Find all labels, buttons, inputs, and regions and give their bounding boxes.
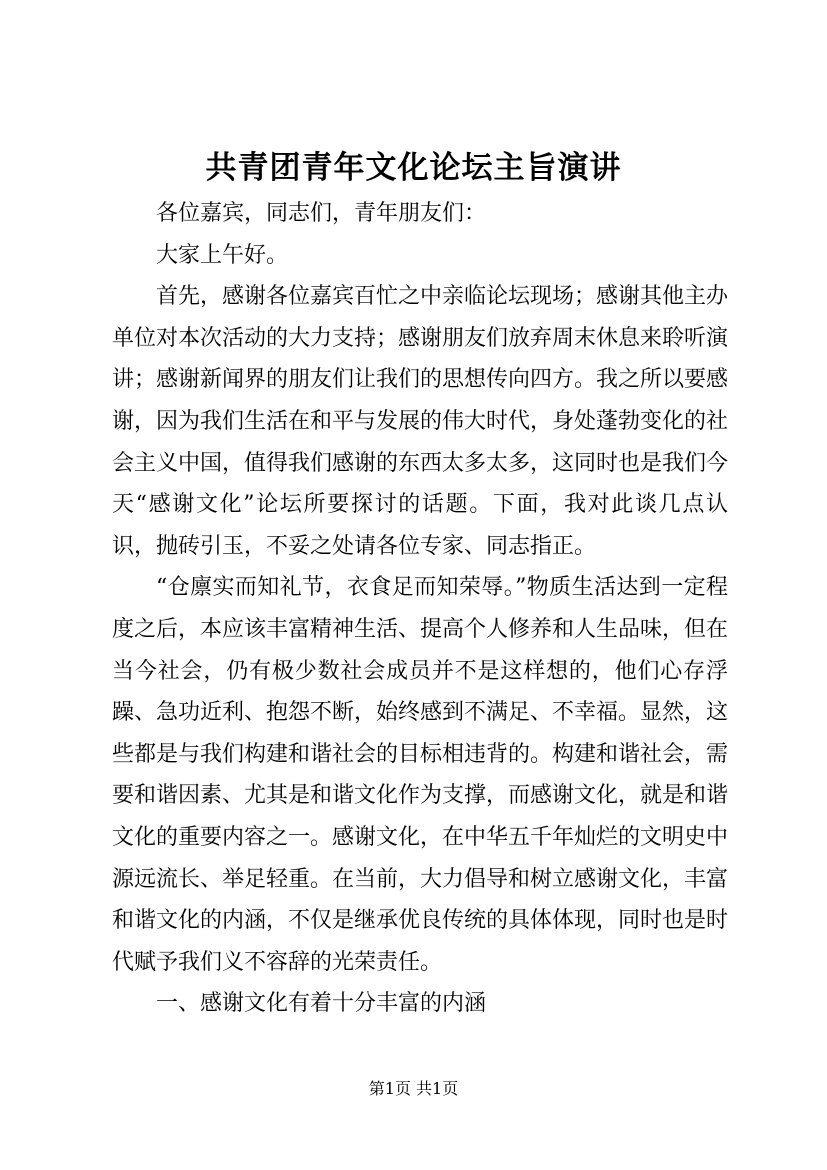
greeting-paragraph: 大家上午好。 bbox=[156, 242, 289, 268]
thanks-paragraph: 首先，感谢各位嘉宾百忙之中亲临论坛现场；感谢其他主办单位对本次活动的大力支持；感谢朋友们放弃周末休息来聆听演讲；感谢新闻界的朋友们让我们的思想传向四方。我之所以要感谢，因为我们生活在和平与发展的伟大时代，身处蓬勃变化的社会主义中国，值得我们感谢的东西太多太多，这同时也是我们今天“感谢文化”论坛所要探讨的话题。下面，我对此谈几点认识，抛砖引玉，不妥之处请各位专家、同志指正。 bbox=[112, 284, 729, 559]
salutation-paragraph: 各位嘉宾，同志们，青年朋友们： bbox=[156, 201, 487, 226]
document-body bbox=[112, 193, 728, 1025]
section-heading: 一、感谢文化有着十分丰富的内涵 bbox=[156, 991, 487, 1017]
page-number-footer: 第1页 共1页 bbox=[368, 1079, 459, 1098]
harmony-culture-paragraph: “仓廪实而知礼节，衣食足而知荣辱。”物质生活达到一定程度之后，本应该丰富精神生活、提高个人修养和人生品味，但在当今社会，仍有极少数社会成员并不是这样想的，他们心存浮躁、急功近利、抱怨不断，始终感到不满足、不幸福。显然，这些都是与我们构建和谐社会的目标相违背的。构建和谐社会，需要和谐因素、尤其是和谐文化作为支撑，而感谢文化，就是和谐文化的重要内容之一。感谢文化，在中华五千年灿烂的文明史中源远流长、举足轻重。在当前，大力倡导和树立感谢文化，丰富和谐文化的内涵，不仅是继承优良传统的具体体现，同时也是时代赋予我们义不容辞的光荣责任。 bbox=[112, 575, 729, 975]
document-title: 共青团青年文化论坛主旨演讲 bbox=[205, 150, 622, 186]
